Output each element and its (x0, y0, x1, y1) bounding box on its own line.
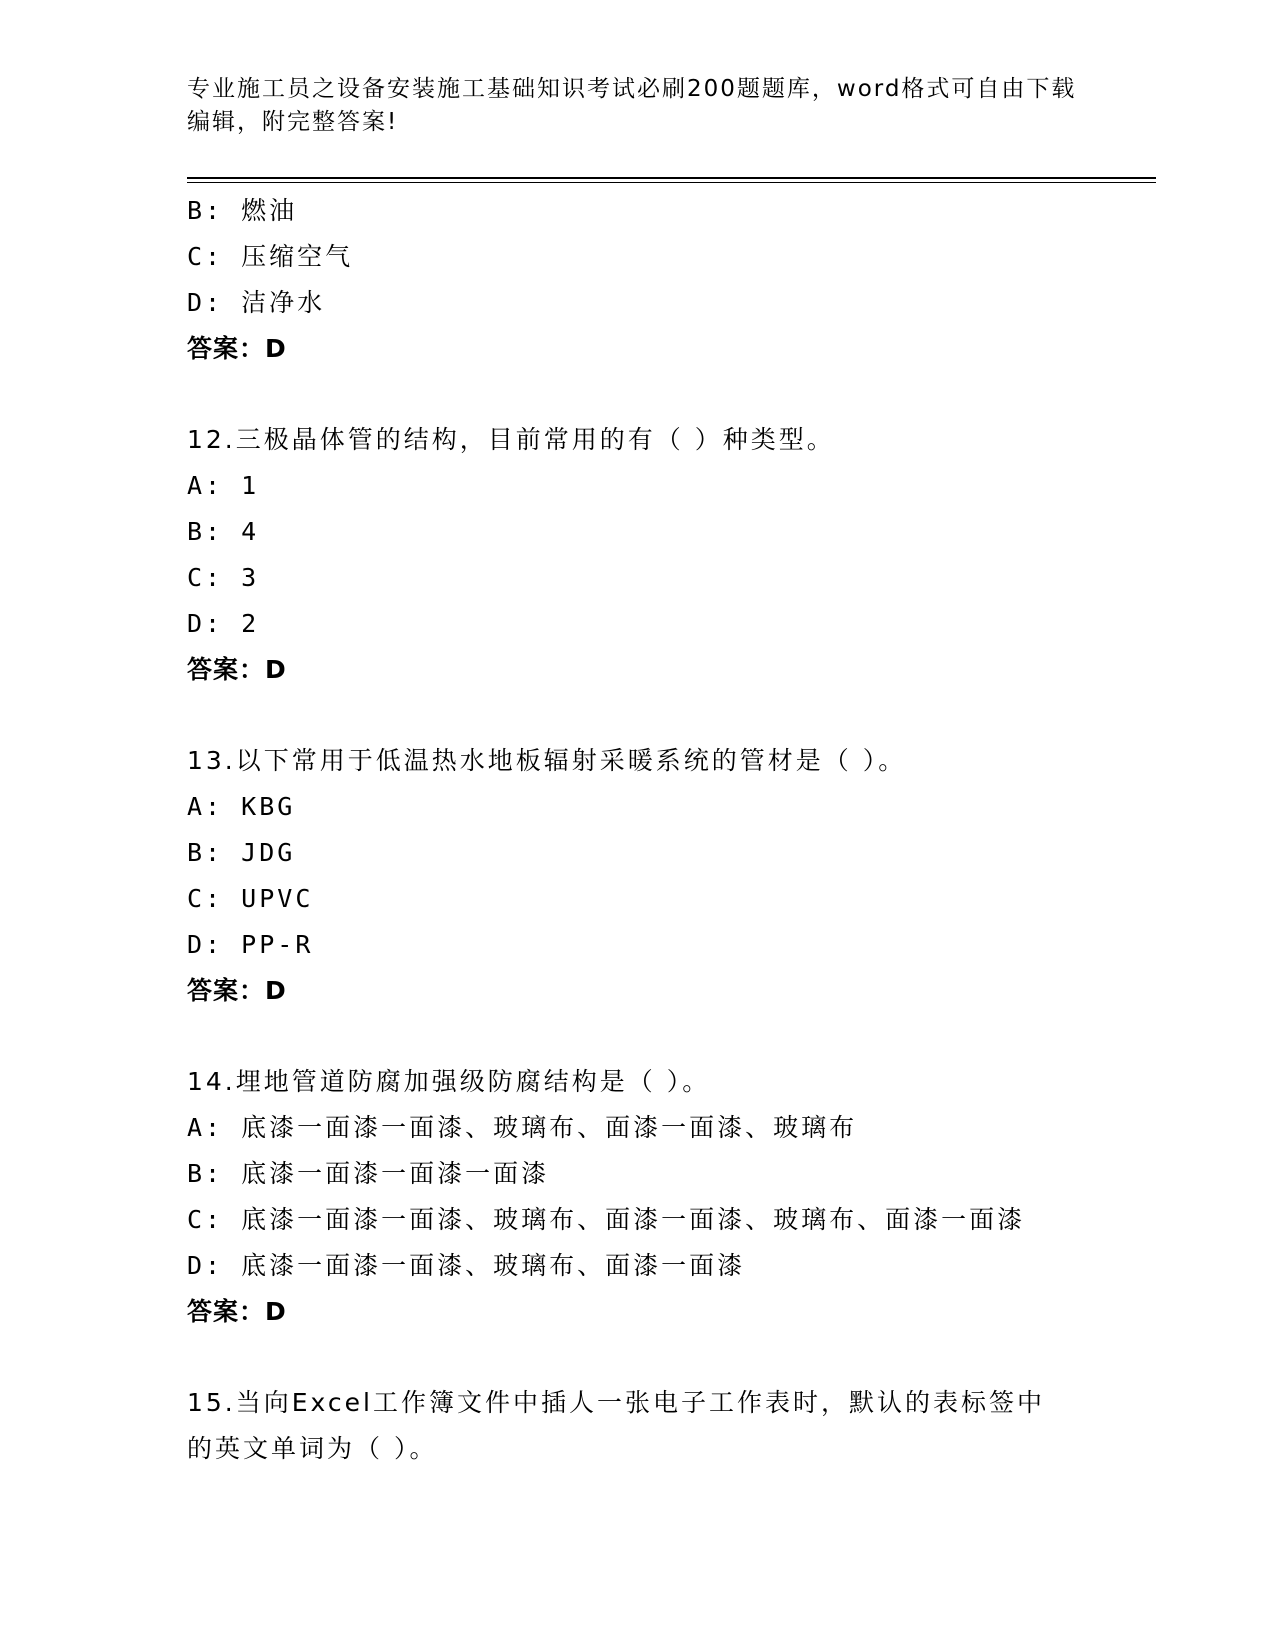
option-label: C: (187, 884, 224, 913)
option-label: B: (187, 196, 224, 225)
option-label: A: (187, 471, 224, 500)
option-text: PP-R (241, 930, 314, 959)
option-d (187, 922, 1147, 968)
answer-line: 答案：D (187, 655, 287, 684)
question-text: 15.当向Excel工作簿文件中插人一张电子工作表时，默认的表标签中的英文单词为（ ）。 (187, 1388, 1045, 1463)
header-divider-thick (187, 177, 1156, 179)
option-text: 1 (241, 471, 260, 500)
option-text: 底漆一面漆一面漆、玻璃布、面漆一面漆、玻璃布、面漆一面漆 (241, 1205, 1026, 1234)
option-c (187, 234, 1147, 280)
header-title-line-1: 专业施工员之设备安装施工基础知识考试必刷200题题库，word格式可自由下载 (187, 76, 1077, 102)
header-title-line-2: 编辑，附完整答案! (187, 109, 399, 135)
option-label: B: (187, 517, 224, 546)
answer-line: 答案：D (187, 976, 287, 1005)
question-text: 12.三极晶体管的结构，目前常用的有（ ）种类型。 (187, 425, 835, 454)
question-block-14 (187, 1059, 1147, 1335)
option-text: 3 (241, 563, 260, 592)
option-text: JDG (241, 838, 296, 867)
option-b (187, 509, 1147, 555)
option-b (187, 1151, 1147, 1197)
option-text: 2 (241, 609, 260, 638)
option-text: 底漆一面漆一面漆一面漆 (241, 1159, 550, 1188)
option-label: D: (187, 930, 224, 959)
option-label: A: (187, 792, 224, 821)
option-text: 底漆一面漆一面漆、玻璃布、面漆一面漆 (241, 1251, 746, 1280)
option-text: 压缩空气 (241, 242, 354, 271)
option-c (187, 555, 1147, 601)
option-label: B: (187, 1159, 224, 1188)
option-label: D: (187, 1251, 224, 1280)
option-a (187, 784, 1147, 830)
option-d (187, 601, 1147, 647)
answer-line: 答案：D (187, 334, 287, 363)
option-label: C: (187, 1205, 224, 1234)
option-c (187, 1197, 1147, 1243)
option-text: 4 (241, 517, 260, 546)
option-text: 燃油 (241, 196, 298, 225)
option-label: D: (187, 288, 224, 317)
option-d (187, 1243, 1147, 1289)
option-label: C: (187, 242, 224, 271)
option-text: UPVC (241, 884, 314, 913)
question-text: 14.埋地管道防腐加强级防腐结构是（ ）。 (187, 1067, 711, 1096)
option-d (187, 280, 1147, 326)
option-a (187, 1105, 1147, 1151)
document-header (187, 73, 1087, 139)
question-block-15 (187, 1380, 1147, 1472)
question-block-13 (187, 738, 1147, 1014)
question-list (187, 188, 1147, 1472)
option-a (187, 463, 1147, 509)
option-label: B: (187, 838, 224, 867)
answer-line: 答案：D (187, 1297, 287, 1326)
option-text: KBG (241, 792, 296, 821)
option-b (187, 830, 1147, 876)
question-block-11 (187, 188, 1147, 372)
option-text: 洁净水 (241, 288, 326, 317)
option-label: C: (187, 563, 224, 592)
header-divider-thin (187, 182, 1156, 183)
option-label: D: (187, 609, 224, 638)
option-b (187, 188, 1147, 234)
option-label: A: (187, 1113, 224, 1142)
question-text: 13.以下常用于低温热水地板辐射采暖系统的管材是（ ）。 (187, 746, 907, 775)
option-text: 底漆一面漆一面漆、玻璃布、面漆一面漆、玻璃布 (241, 1113, 858, 1142)
question-block-12 (187, 417, 1147, 693)
option-c (187, 876, 1147, 922)
